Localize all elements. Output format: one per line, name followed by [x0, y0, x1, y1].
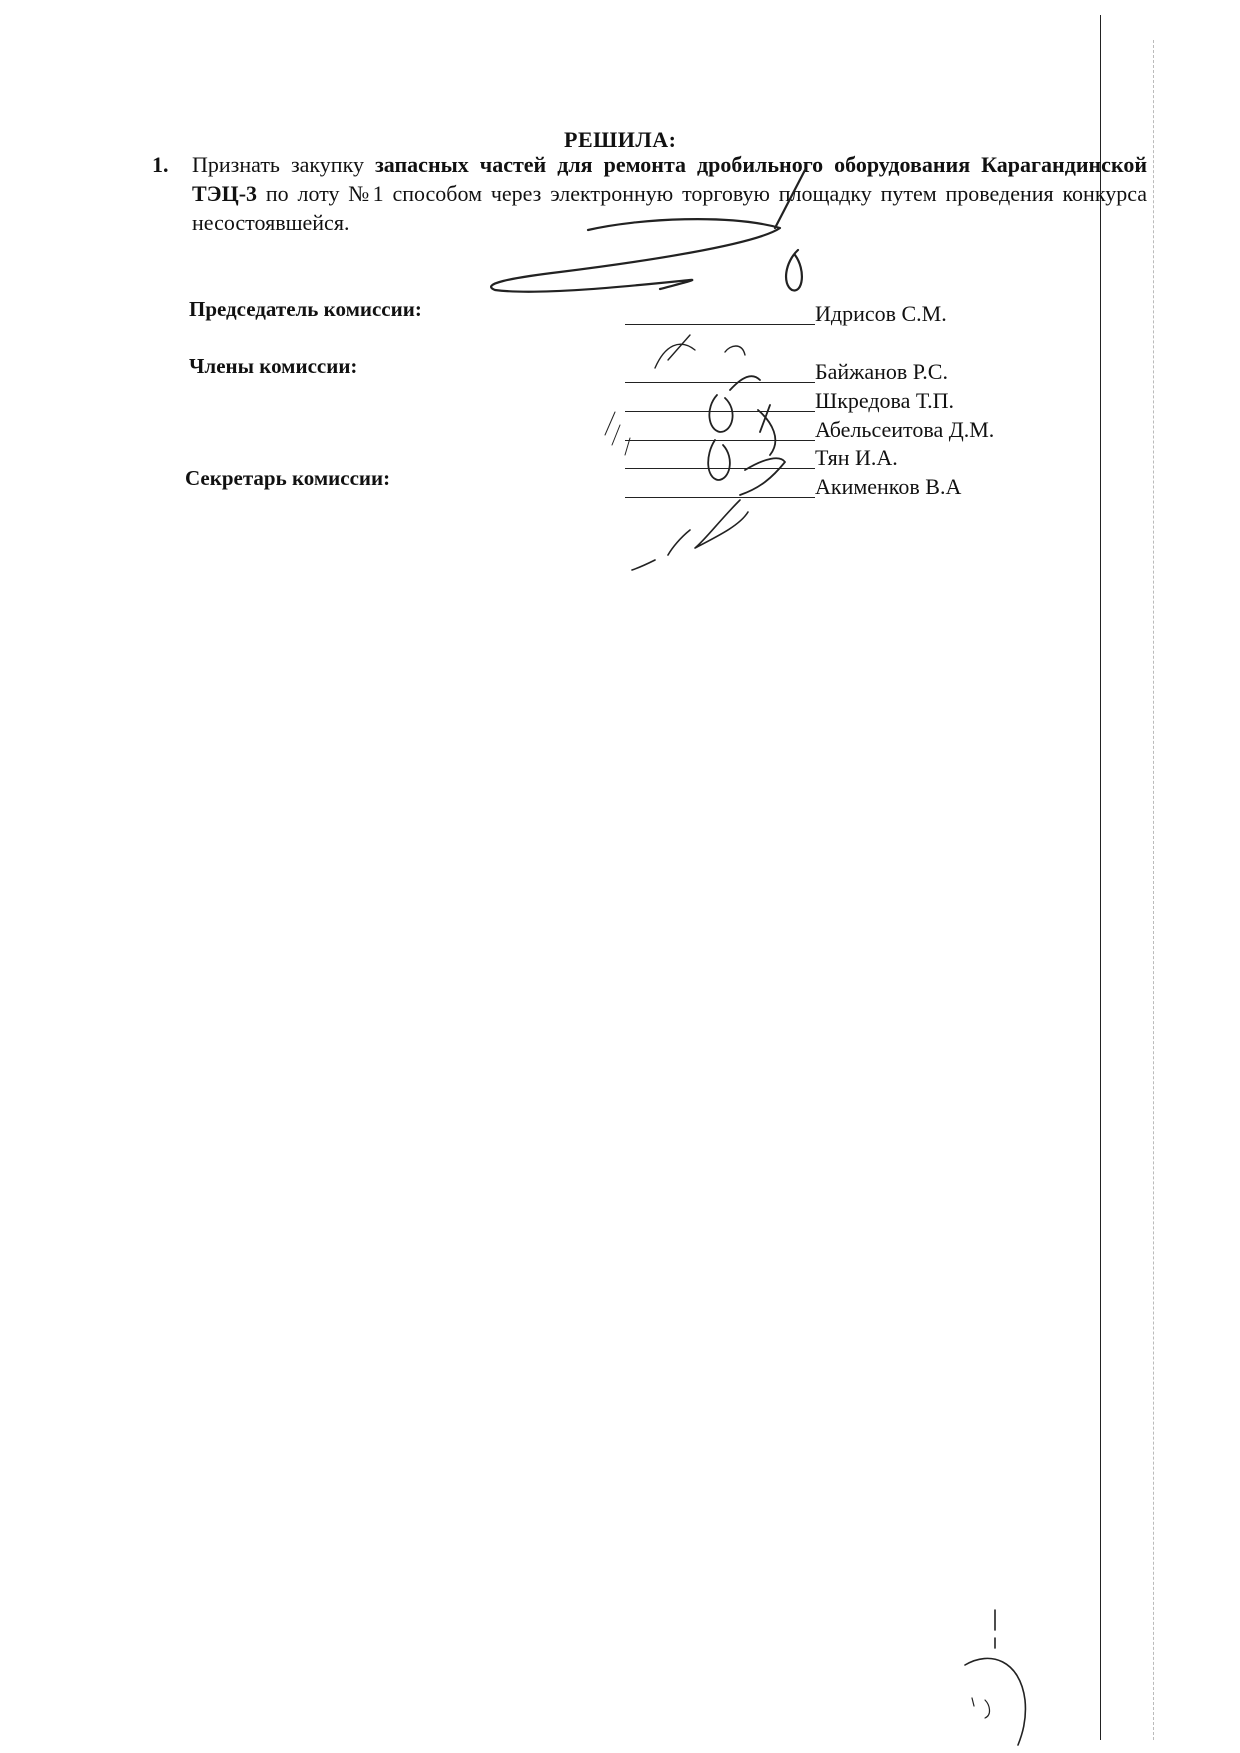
secretary-role-label: Секретарь комиссии: — [185, 466, 391, 490]
page-corner-mark — [972, 1698, 990, 1718]
member-name: Байжанов Р.С. — [815, 359, 948, 384]
page-corner-mark — [965, 1610, 1025, 1745]
page-border-line — [1100, 15, 1101, 1740]
member-name: Шкредова Т.П. — [815, 388, 955, 413]
decision-text-subject: запасных частей для ремонта дробильного оборудования Карагандинской ТЭЦ-3 — [192, 152, 1148, 206]
decision-text-intro: Признать закупку — [192, 152, 375, 177]
member-signature-stroke-4 — [605, 412, 630, 455]
member-signature-line — [625, 440, 815, 441]
member-signature-line — [625, 382, 815, 383]
decision-text — [192, 150, 1147, 237]
secretary-name: Акименков В.А — [815, 474, 962, 499]
decision-heading: РЕШИЛА: — [564, 127, 677, 152]
secretary-signature-line — [625, 497, 815, 498]
member-name: Тян И.А. — [815, 445, 898, 470]
member-signature-line — [625, 468, 815, 469]
member-signature-stroke-1 — [655, 335, 745, 368]
chairman-name: Идрисов С.М. — [815, 301, 947, 326]
member-signature-line — [625, 411, 815, 412]
decision-number: 1. — [152, 152, 169, 177]
member-name: Абельсеитова Д.М. — [815, 417, 995, 442]
secretary-signature-stroke — [632, 500, 748, 570]
members-role-label: Члены комиссии: — [189, 354, 358, 378]
chairman-role-label: Председатель комиссии: — [189, 297, 422, 321]
chairman-signature-line — [625, 324, 815, 325]
scan-edge-mark — [1153, 40, 1154, 1740]
member-signature-stroke-2 — [709, 376, 775, 455]
decision-text-rest: по лоту №1 способом через электронную торговую площадку путем проведения конкурса несостоявшейся. — [192, 181, 1147, 235]
